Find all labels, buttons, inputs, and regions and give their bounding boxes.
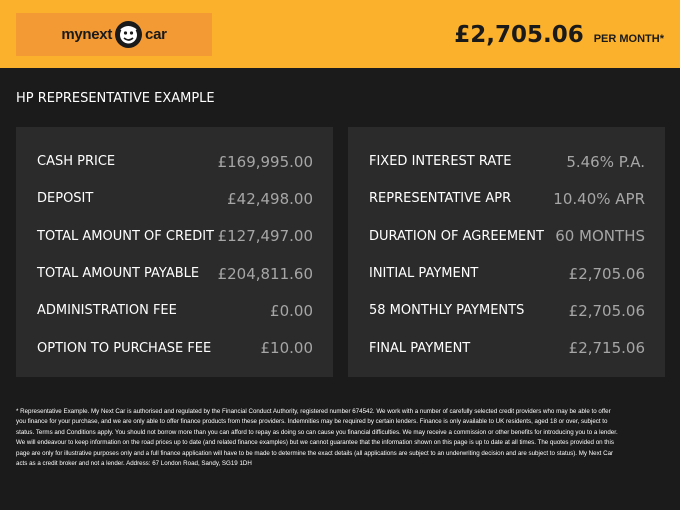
finance-row-value: 10.40% APR — [553, 189, 645, 208]
finance-row-label: 58 MONTHLY PAYMENTS — [369, 303, 525, 319]
legal-disclaimer: * Representative Example. My Next Car is authorised and regulated by the Financial Conduct Authority, registered number 674542. We work with a number of carefully selected credit providers who may be able to offer you finance for your purchase, and we are only able to offer finance products from these providers. Indemnities may be required by certain lenders. Finance is only available to UK residents, aged 18 or over, subject to status. Terms and Conditions apply. You should not borrow more than you can afford to repay as doing so can cause you financial difficulties. We may receive a commission or other benefits for introducing you to a lender. We will endeavour to keep information on the road prices up to date (and related finance examples) but we cannot guarantee that the information shown on this page is up to date at all times. The quotes provided on this page are only for illustrative purposes only and a full finance application will have to be made to determine the exact details (all applications are subject to an underwriting decision and are subject to status). My Next Car acts as a credit broker and not a lender. Address: 67 London Road, Sandy, SG19 1DH — [16, 408, 618, 468]
finance-row-value: £127,497.00 — [217, 227, 313, 246]
finance-row-label: DURATION OF AGREEMENT — [369, 228, 544, 244]
logo-word-right: car — [145, 26, 167, 43]
finance-row-label: OPTION TO PURCHASE FEE — [37, 340, 212, 356]
finance-row-admin-fee — [37, 292, 313, 329]
finance-row-deposit — [37, 180, 313, 217]
finance-row-interest-rate — [369, 143, 645, 180]
finance-row-cash-price — [37, 143, 313, 180]
finance-row-value: £0.00 — [270, 301, 313, 320]
finance-row-value: £2,715.06 — [568, 339, 645, 358]
finance-row-value: £169,995.00 — [217, 152, 313, 171]
finance-row-value: £204,811.60 — [217, 264, 313, 283]
finance-row-monthly-payments — [369, 292, 645, 329]
finance-row-final-payment — [369, 329, 645, 366]
finance-row-initial-payment — [369, 255, 645, 292]
finance-row-total-payable — [37, 255, 313, 292]
finance-row-label: DEPOSIT — [37, 191, 94, 207]
finance-row-label: FIXED INTEREST RATE — [369, 154, 512, 170]
finance-row-apr — [369, 180, 645, 217]
finance-row-value: £10.00 — [260, 339, 313, 358]
monthly-price: £2,705.06 — [454, 22, 584, 48]
finance-row-label: TOTAL AMOUNT OF CREDIT — [37, 228, 214, 244]
finance-row-label: REPRESENTATIVE APR — [369, 191, 512, 207]
finance-summary-card-right — [348, 127, 665, 377]
section-title: HP REPRESENTATIVE EXAMPLE — [16, 91, 215, 106]
finance-row-label: CASH PRICE — [37, 154, 116, 170]
finance-row-value: £42,498.00 — [227, 189, 313, 208]
finance-summary-card-left — [16, 127, 333, 377]
finance-row-option-fee — [37, 329, 313, 366]
monkey-mascot-icon — [115, 21, 142, 48]
per-month-label: PER MONTH* — [593, 33, 664, 45]
finance-row-value: £2,705.06 — [568, 264, 645, 283]
finance-row-value: 60 MONTHS — [555, 227, 645, 246]
finance-row-label: TOTAL AMOUNT PAYABLE — [37, 266, 200, 282]
finance-row-label: FINAL PAYMENT — [369, 340, 471, 356]
header-bar — [0, 0, 680, 68]
brand-logo[interactable] — [16, 13, 212, 56]
finance-row-label: ADMINISTRATION FEE — [37, 303, 177, 319]
logo-word-left: mynext — [61, 26, 113, 43]
finance-row-value: £2,705.06 — [568, 301, 645, 320]
monthly-price-block — [454, 22, 664, 48]
finance-row-duration — [369, 218, 645, 255]
finance-row-label: INITIAL PAYMENT — [369, 266, 479, 282]
finance-row-value: 5.46% P.A. — [566, 152, 645, 171]
finance-row-total-credit — [37, 218, 313, 255]
